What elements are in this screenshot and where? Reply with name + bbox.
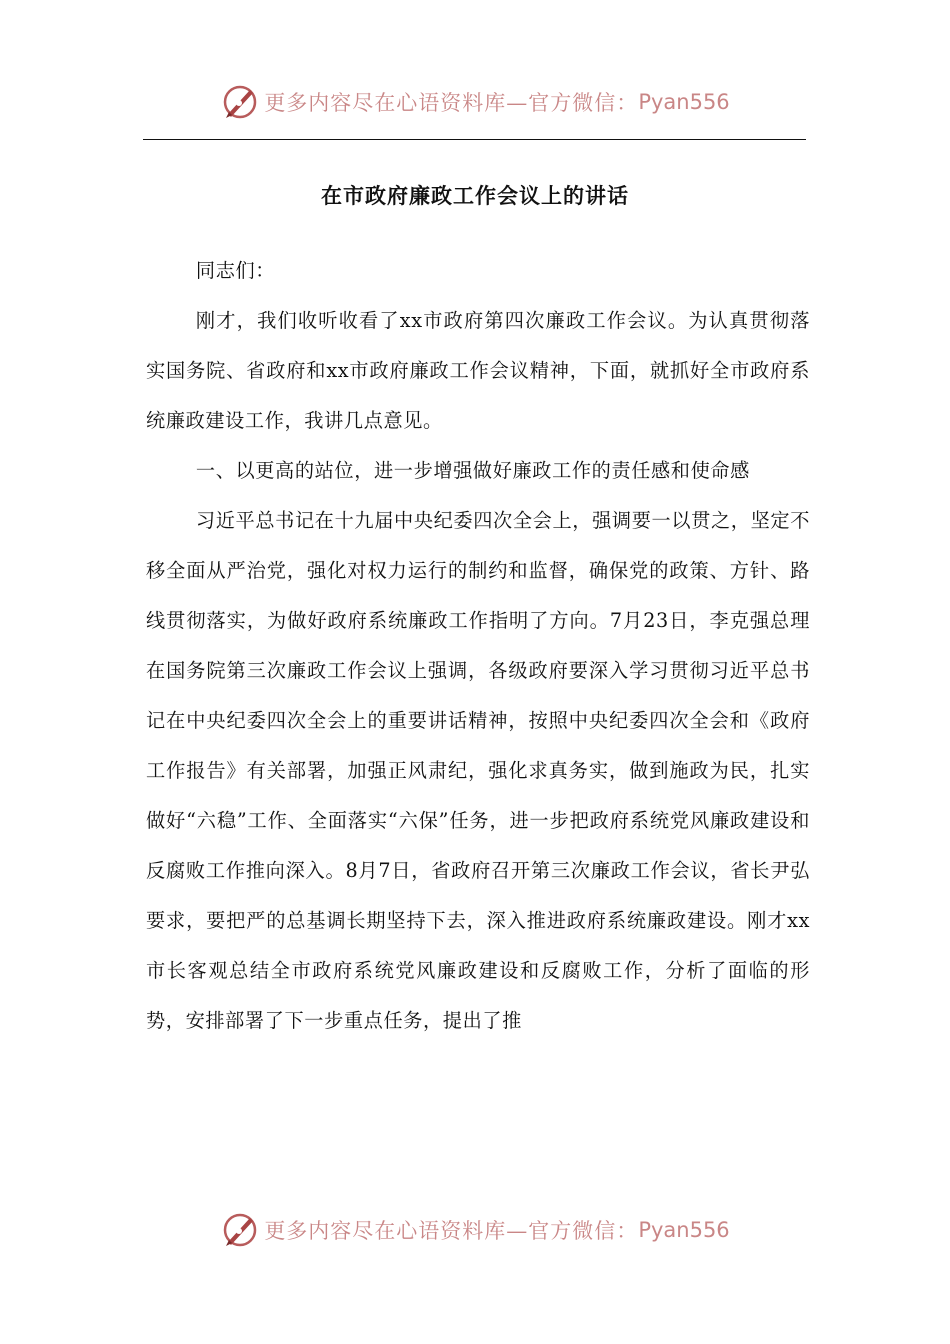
wechat-id: Pyan556 [638,90,730,114]
header-banner [0,80,950,124]
salutation: 同志们： [195,259,276,282]
pen-logo-icon [220,82,260,122]
paragraph: 刚才，我们收听收看了xx市政府第四次廉政工作会议。为认真贯彻落实国务院、省政府和xx市政府廉政工作会议精神，下面，就抓好全市政府系统廉政建设工作，我讲几点意见。 [146,309,810,432]
wechat-id: Pyan556 [638,1218,730,1242]
banner-text: 更多内容尽在心语资料库—官方微信： [264,91,639,115]
banner-text: 更多内容尽在心语资料库—官方微信： [264,1219,639,1243]
section-heading: 一、以更高的站位，进一步增强做好廉政工作的责任感和使命感 [195,459,750,482]
footer-banner [0,1208,950,1252]
document-body [146,246,810,1046]
header-divider [143,139,806,140]
paragraph: 习近平总书记在十九届中央纪委四次全会上，强调要一以贯之，坚定不移全面从严治党，强化对权力运行的制约和监督，确保党的政策、方针、路线贯彻落实，为做好政府系统廉政工作指明了方向。7月23日，李克强总理在国务院第三次廉政工作会议上强调，各级政府要深入学习贯彻习近平总书记在中央纪委四次全会上的重要讲话精神，按照中央纪委四次全会和《政府工作报告》有关部署，加强正风肃纪，强化求真务实，做到施政为民，扎实做好“六稳”工作、全面落实“六保”任务，进一步把政府系统党风廉政建设和反腐败工作推向深入。8月7日，省政府召开第三次廉政工作会议，省长尹弘要求，要把严的总基调长期坚持下去，深入推进政府系统廉政建设。刚才xx市长客观总结全市政府系统党风廉政建设和反腐败工作，分析了面临的形势，安排部署了下一步重点任务，提出了推 [146,509,810,1032]
document-title: 在市政府廉政工作会议上的讲话 [321,184,629,208]
pen-logo-icon [220,1210,260,1250]
